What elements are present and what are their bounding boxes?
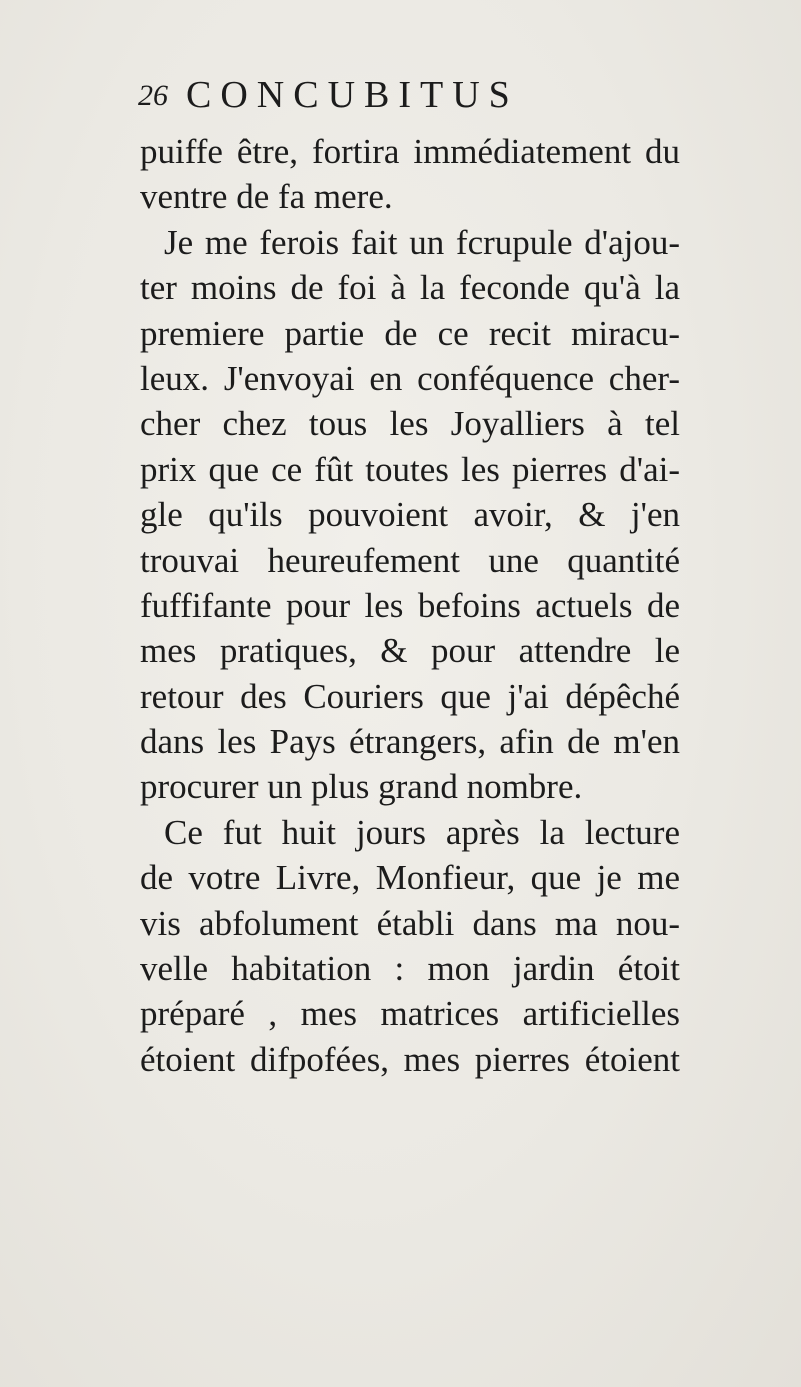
running-title: CONCUBITUS [186,74,519,116]
text-line: procurer un plus grand nombre. [140,767,583,807]
text-line: Ce fut huit jours après la lecture [164,812,680,852]
text-line: leux. J'envoyai en conféquence cher- [140,358,680,398]
text-line: étoient difpofées, mes pierres étoient [140,1039,680,1079]
text-line: ventre de fa mere. [140,177,393,217]
text-line: dans les Pays étrangers, afin de m'en [140,722,680,762]
text-line: Je me ferois fait un fcrupule d'ajou- [164,222,680,262]
text-line: premiere partie de ce recit miracu- [140,313,680,353]
text-line: gle qu'ils pouvoient avoir, & j'en [140,495,680,535]
text-line: velle habitation : mon jardin étoit [140,949,680,989]
text-line: cher chez tous les Joyalliers à tel [140,404,680,444]
text-line: ter moins de foi à la feconde qu'à la [140,268,680,308]
text-line: prix que ce fût toutes les pierres d'ai- [140,449,680,489]
page-number: 26 [138,79,168,112]
text-line: mes pratiques, & pour attendre le [140,631,680,671]
body-text [140,129,680,1082]
text-line: vis abfolument établi dans ma nou- [140,903,680,943]
page-header [138,73,698,123]
text-line: préparé , mes matrices artificielles [140,994,680,1034]
text-line: de votre Livre, Monfieur, que je me [140,858,680,898]
text-line: fuffifante pour les befoins actuels de [140,585,680,625]
text-line: retour des Couriers que j'ai dépêché [140,676,680,716]
text-line: trouvai heureufement une quantité [140,540,680,580]
text-line: puiffe être, fortira immédiatement du [140,132,680,171]
